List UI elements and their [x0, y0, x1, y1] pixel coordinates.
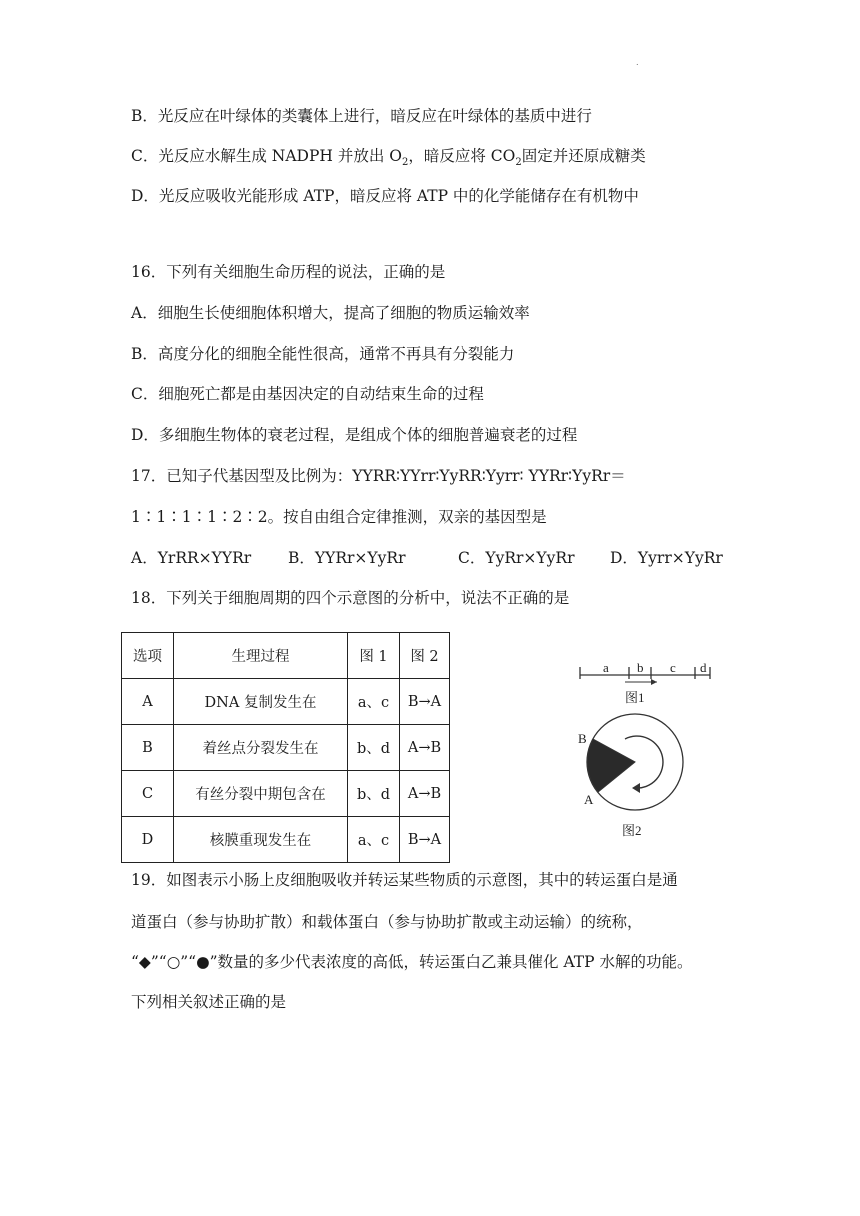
q16-option-a: A．细胞生长使细胞体积增大，提高了细胞的物质运输效率: [131, 304, 530, 322]
q17-option-a: A．YrRR×YYRr: [131, 549, 252, 567]
cell-cycle-figure-2: [570, 712, 690, 842]
q17-option-d: D．Yyrr×YyRr: [610, 549, 723, 567]
arrow-head-icon: [651, 679, 657, 685]
q17-option-b: B．YYRr×YyRr: [288, 549, 406, 567]
q17-stem-line2: 1∶1∶1∶1∶2∶2。按自由组合定律推测，双亲的基因型是: [131, 508, 547, 526]
table-cell: 有丝分裂中期包含在: [174, 771, 348, 817]
q18-stem: 18．下列关于细胞周期的四个示意图的分析中，说法不正确的是: [131, 589, 570, 607]
table-cell: B→A: [400, 817, 450, 863]
q17-stem-line1: 17．已知子代基因型及比例为：YYRR∶YYrr∶YyRR∶Yyrr∶ YYRr∶YyRr＝: [131, 467, 626, 485]
q16-option-b: B．高度分化的细胞全能性很高，通常不再具有分裂能力: [131, 345, 515, 363]
table-cell: C: [122, 771, 174, 817]
table-cell: A: [122, 679, 174, 725]
table-cell: A→B: [400, 771, 450, 817]
table-header-row: [122, 633, 450, 679]
table-cell: A→B: [400, 725, 450, 771]
segment-label-b: b: [637, 660, 644, 675]
table-header-cell: 选项: [122, 633, 174, 679]
table-header-cell: 生理过程: [174, 633, 348, 679]
q15-option-c-part1: C．光反应水解生成 NADPH 并放出 O: [131, 147, 402, 165]
q19-line2: 道蛋白（参与协助扩散）和载体蛋白（参与协助扩散或主动运输）的统称，: [131, 913, 643, 931]
q15-option-b: B．光反应在叶绿体的类囊体上进行，暗反应在叶绿体的基质中进行: [131, 107, 592, 125]
point-label-a: A: [584, 792, 594, 807]
q19-line4: 下列相关叙述正确的是: [131, 993, 287, 1011]
page-mark: .: [636, 58, 639, 67]
table-cell: b、d: [348, 771, 400, 817]
table-row: [122, 679, 450, 725]
table-cell: 着丝点分裂发生在: [174, 725, 348, 771]
table-cell: DNA 复制发生在: [174, 679, 348, 725]
table-row: [122, 817, 450, 863]
table-row: [122, 725, 450, 771]
q16-stem: 16．下列有关细胞生命历程的说法，正确的是: [131, 263, 446, 281]
arrow-head-icon: [632, 783, 640, 793]
table-cell: a、c: [348, 679, 400, 725]
figure-2-caption: 图2: [622, 823, 642, 838]
q15-option-c: [131, 146, 646, 173]
table-cell: D: [122, 817, 174, 863]
segment-label-c: c: [670, 660, 676, 675]
cell-cycle-figure-1: [575, 655, 715, 705]
segment-label-d: d: [700, 660, 707, 675]
q19-line3: “◆”“○”“●”数量的多少代表浓度的高低，转运蛋白乙兼具催化 ATP 水解的功能。: [131, 953, 693, 971]
subscript-2: 2: [515, 157, 522, 169]
q16-option-c: C．细胞死亡都是由基因决定的自动结束生命的过程: [131, 385, 484, 403]
table-cell: 核膜重现发生在: [174, 817, 348, 863]
table-cell: a、c: [348, 817, 400, 863]
q15-option-d: D．光反应吸收光能形成 ATP，暗反应将 ATP 中的化学能储存在有机物中: [131, 187, 639, 205]
figure-1-caption: 图1: [625, 690, 645, 705]
subscript-2: 2: [401, 157, 409, 169]
q18-options-table: [121, 632, 450, 863]
point-label-b: B: [578, 731, 587, 746]
table-header-cell: 图 1: [348, 633, 400, 679]
table-header-cell: 图 2: [400, 633, 450, 679]
q17-option-c: C．YyRr×YyRr: [458, 549, 575, 567]
segment-label-a: a: [603, 660, 609, 675]
table-cell: b、d: [348, 725, 400, 771]
mitotic-phase-sector: [587, 739, 635, 792]
table-cell: B: [122, 725, 174, 771]
table-cell: B→A: [400, 679, 450, 725]
table-row: [122, 771, 450, 817]
q15-option-c-part2: ，暗反应将 CO: [408, 147, 516, 165]
q16-option-d: D．多细胞生物体的衰老过程，是组成个体的细胞普遍衰老的过程: [131, 426, 578, 444]
q15-option-c-part3: 固定并还原成糖类: [521, 147, 646, 165]
q19-line1: 19．如图表示小肠上皮细胞吸收并转运某些物质的示意图，其中的转运蛋白是通: [131, 871, 678, 889]
